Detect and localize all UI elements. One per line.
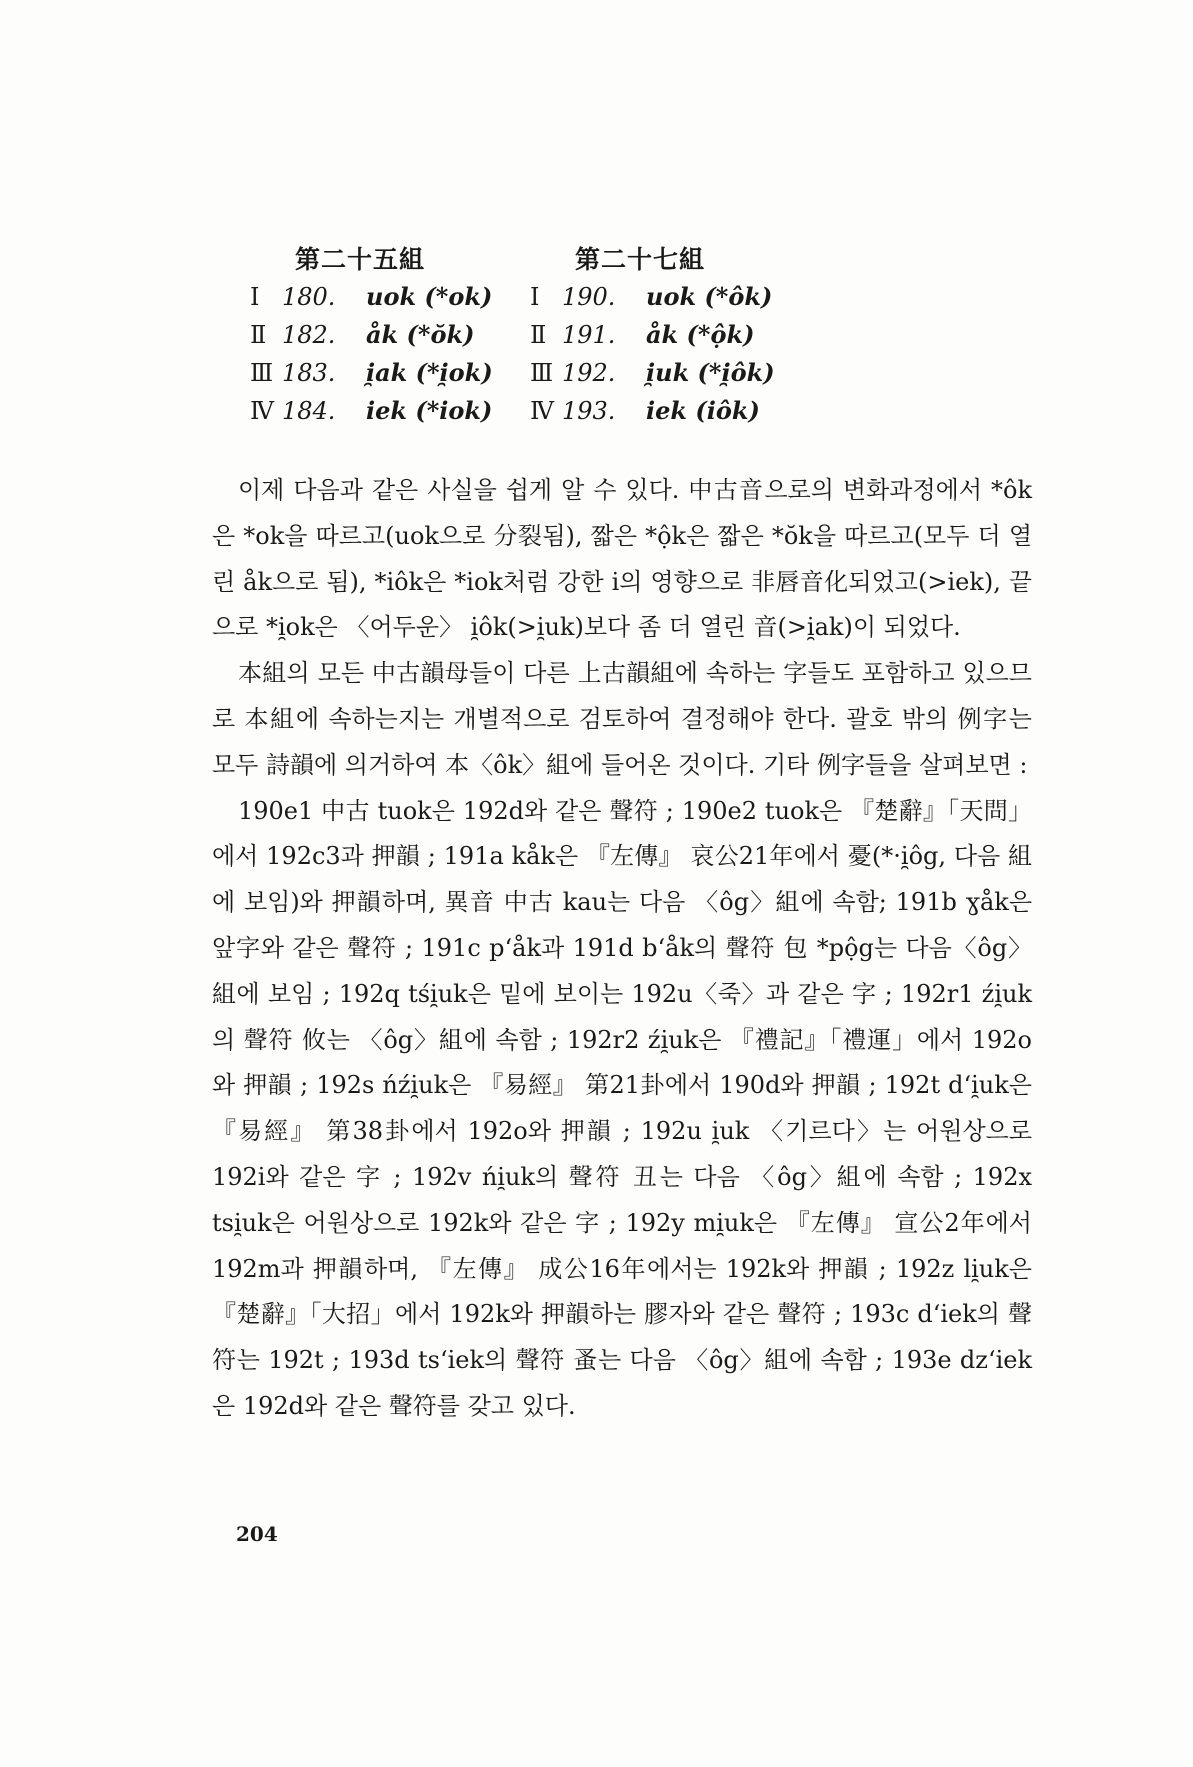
division-numeral: Ⅱ <box>530 321 547 349</box>
division-numeral: Ⅲ <box>530 359 554 387</box>
entry-number: 192. <box>562 359 616 387</box>
reconstruction: uok (*ôk) <box>646 282 773 311</box>
group-row <box>530 282 810 320</box>
reconstruction: åk (*ộk) <box>646 320 755 349</box>
division-numeral: Ⅳ <box>250 397 274 425</box>
paragraph-sound-change: 이제 다음과 같은 사실을 쉽게 알 수 있다. 中古音으로의 변화과정에서 *ôk은 *ok을 따르고(uok으로 分裂됨), 짧은 *ộk은 짧은 *ŏk을 따르고(모두 더 열린 åk으로 됨), *iôk은 *iok처럼 강한 i의 영향으로 非唇音化되었고(>iek), 끝으로 *i̯ok은 〈어두운〉 i̯ôk(>i̯uk)보다 좀 더 열린 音(>i̯ak)이 되었다. <box>212 476 1032 642</box>
reconstruction: åk (*ŏk) <box>366 320 475 349</box>
entry-number: 182. <box>282 321 336 349</box>
reconstruction: i̯ak (*i̯ok) <box>366 358 493 387</box>
reconstruction: uok (*ok) <box>366 282 493 311</box>
group-row <box>250 358 530 396</box>
division-numeral: Ⅱ <box>250 321 267 349</box>
group-row <box>250 282 530 320</box>
group-row <box>530 396 810 434</box>
body-text <box>212 468 1032 1430</box>
group-title: 第二十七組 <box>575 245 706 274</box>
group-row <box>530 320 810 358</box>
paragraph-example-notes: 190e1 中古 tuok은 192d와 같은 聲符 ; 190e2 tuok은 『楚辭』「天問」에서 192c3과 押韻 ; 191a kåk은 『左傳』 哀公21年에서 憂(*·i̯ôg, 다음 組에 보임)와 押韻하며, 異音 中古 kau는 다음 〈ôg〉組에 속함; 191b ɣåk은 앞字와 같은 聲符 ; 191c p‘åk과 191d b‘åk의 聲符 包 *pộg는 다음〈ôg〉組에 보임 ; 192q tśi̯uk은 밑에 보이는 192u〈죽〉과 같은 字 ; 192r1 źi̯uk의 聲符 攸는 〈ôg〉組에 속함 ; 192r2 źi̯uk은 『禮記』「禮運」에서 192o와 押韻 ; 192s ńźi̯uk은 『易經』 第21卦에서 190d와 押韻 ; 192t d‘i̯uk은 『易經』 第38卦에서 192o와 押韻 ; 192u i̯uk 〈기르다〉는 어원상으로 192i와 같은 字 ; 192v ńi̯uk의 聲符 丑는 다음 〈ôg〉組에 속함 ; 192x tsi̯uk은 어원상으로 192k와 같은 字 ; 192y mi̯uk은 『左傳』 宣公2年에서 192m과 押韻하며, 『左傳』 成公16年에서는 192k와 押韻 ; 192z li̯uk은 『楚辭』「大招」에서 192k와 押韻하는 膠자와 같은 聲符 ; 193c d‘iek의 聲符는 192t ; 193d ts‘iek의 聲符 蚤는 다음 〈ôg〉組에 속함 ; 193e dz‘iek은 192d와 같은 聲符를 갖고 있다. <box>212 796 1032 1420</box>
division-numeral: Ⅰ <box>530 283 540 311</box>
reconstruction: iek (*iok) <box>366 396 493 425</box>
reconstruction: iek (iôk) <box>646 396 760 425</box>
reconstruction: i̯uk (*i̯ôk) <box>646 358 775 387</box>
entry-number: 184. <box>282 397 336 425</box>
entry-number: 191. <box>562 321 616 349</box>
entry-number: 193. <box>562 397 616 425</box>
division-numeral: Ⅲ <box>250 359 274 387</box>
division-numeral: Ⅳ <box>530 397 554 425</box>
group-row <box>250 396 530 434</box>
entry-number: 190. <box>562 283 616 311</box>
division-numeral: Ⅰ <box>250 283 260 311</box>
entry-number: 180. <box>282 283 336 311</box>
paragraph-group-scope: 本組의 모든 中古韻母들이 다른 上古韻組에 속하는 字들도 포함하고 있으므로 本組에 속하는지는 개별적으로 검토하여 결정해야 한다. 괄호 밖의 例字는 모두 詩韻에 의거하여 本〈ôk〉組에 들어온 것이다. 기타 例字들을 살펴보면 : <box>212 659 1032 779</box>
group-title: 第二十五組 <box>295 245 426 274</box>
group-row <box>530 358 810 396</box>
group-25 <box>250 240 530 434</box>
group-row <box>250 320 530 358</box>
group-27 <box>530 240 810 434</box>
entry-number: 183. <box>282 359 336 387</box>
page-number: 204 <box>236 1522 278 1546</box>
rhyme-group-table <box>250 240 810 434</box>
